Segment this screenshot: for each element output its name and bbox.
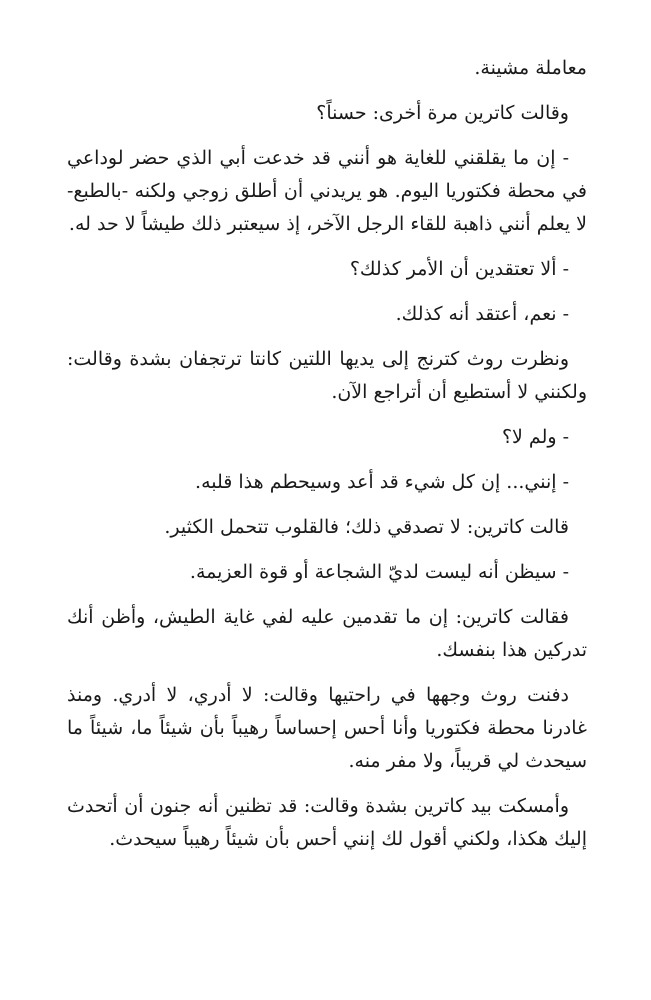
paragraph: - إن ما يقلقني للغاية هو أنني قد خدعت أبي الذي حضر لوداعي في محطة فكتوريا اليوم. هو يريدني أن أطلق زوجي ولكنه -بالطبع- لا يعلم أنني ذاهبة للقاء الرجل الآخر، إذ سيعتبر ذلك طيشاً لا حد له. <box>67 147 587 235</box>
paragraph: وقالت كاترين مرة أخرى: حسناً؟ <box>316 102 569 124</box>
paragraph: - إنني... إن كل شيء قد أعد وسيحطم هذا قلبه. <box>195 471 569 493</box>
paragraph: - ألا تعتقدين أن الأمر كذلك؟ <box>349 258 569 280</box>
book-page <box>67 52 587 868</box>
paragraph: - نعم، أعتقد أنه كذلك. <box>395 303 569 325</box>
paragraph: ونظرت روث كترنج إلى يديها اللتين كانتا ترتجفان بشدة وقالت: ولكنني لا أستطيع أن أتراجع الآن. <box>67 348 587 403</box>
paragraph: قالت كاترين: لا تصدقي ذلك؛ فالقلوب تتحمل الكثير. <box>164 516 569 538</box>
paragraph: فقالت كاترين: إن ما تقدمين عليه لفي غاية الطيش، وأظن أنك تدركين هذا بنفسك. <box>67 606 587 661</box>
paragraph: - ولم لا؟ <box>501 426 569 448</box>
paragraph: - سيظن أنه ليست لديّ الشجاعة أو قوة العزيمة. <box>189 561 569 583</box>
paragraph: معاملة مشينة. <box>474 57 587 79</box>
paragraph: وأمسكت بيد كاترين بشدة وقالت: قد تظنين أنه جنون أن أتحدث إليك هكذا، ولكني أقول لك إنني أحس بأن شيئاً رهيباً سيحدث. <box>67 795 587 850</box>
paragraph: دفنت روث وجهها في راحتيها وقالت: لا أدري، لا أدري. ومنذ غادرنا محطة فكتوريا وأنا أحس إحساساً رهيباً بأن شيئاً ما، شيئاً ما سيحدث لي قريباً، ولا مفر منه. <box>67 684 587 772</box>
